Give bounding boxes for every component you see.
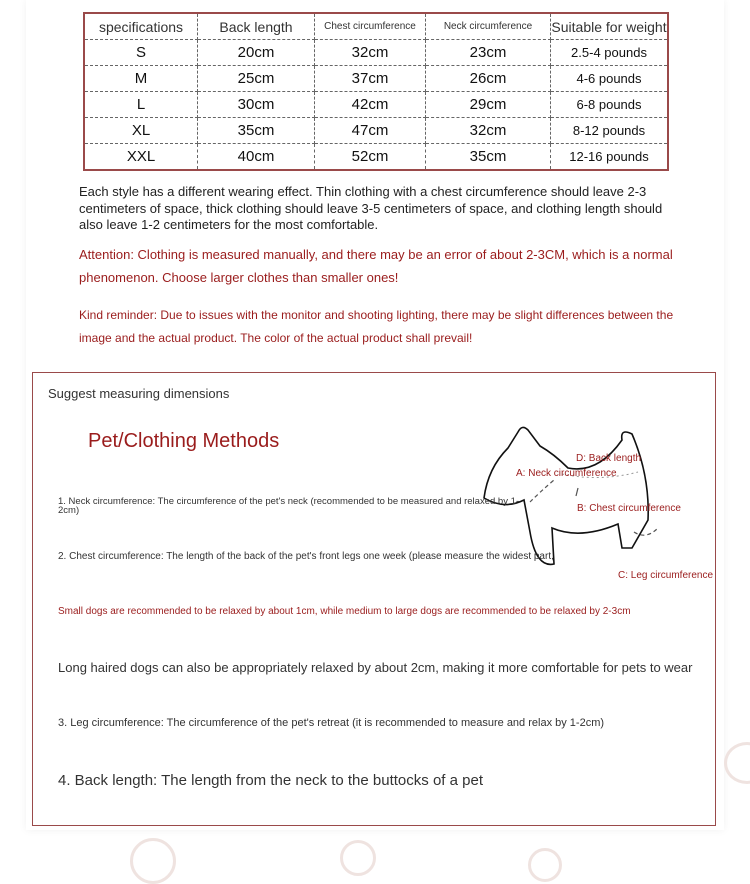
label-neck: A: Neck circumference — [516, 468, 617, 479]
paw-decoration — [724, 742, 750, 784]
cell-back: 20cm — [198, 40, 315, 66]
cell-chest: 37cm — [315, 66, 426, 92]
chest-measure-line — [576, 488, 578, 496]
cell-neck: 23cm — [426, 40, 551, 66]
cell-weight: 2.5-4 pounds — [551, 40, 669, 66]
paw-decoration — [130, 838, 176, 884]
table-row — [84, 66, 668, 92]
header-chest: Chest circumference — [315, 13, 426, 40]
cell-neck: 32cm — [426, 118, 551, 144]
table-row — [84, 92, 668, 118]
cell-back: 25cm — [198, 66, 315, 92]
header-weight: Suitable for weight — [551, 13, 669, 40]
cell-chest: 32cm — [315, 40, 426, 66]
cell-weight: 6-8 pounds — [551, 92, 669, 118]
cell-weight: 4-6 pounds — [551, 66, 669, 92]
cell-size: L — [84, 92, 198, 118]
instruction-leg: 3. Leg circumference: The circumference of the pet's retreat (it is recommended to measure and relax by 1-2cm) — [58, 717, 605, 729]
methods-heading: Pet/Clothing Methods — [88, 430, 280, 452]
cell-neck: 29cm — [426, 92, 551, 118]
cell-neck: 35cm — [426, 144, 551, 171]
instruction-chest: 2. Chest circumference: The length of the back of the pet's front legs one week (please measure the widest part, — [58, 551, 554, 562]
cell-chest: 42cm — [315, 92, 426, 118]
cell-size: XL — [84, 118, 198, 144]
label-back-length: D: Back length — [576, 453, 642, 464]
label-leg: C: Leg circumference — [618, 570, 714, 581]
paw-decoration — [528, 848, 562, 882]
cell-weight: 12-16 pounds — [569, 149, 649, 164]
cell-back: 35cm — [198, 118, 315, 144]
header-back-length: Back length — [198, 13, 315, 40]
cell-back: 30cm — [198, 92, 315, 118]
header-specifications: specifications — [84, 13, 198, 40]
leg-measure-line — [634, 528, 658, 535]
cell-neck: 26cm — [426, 66, 551, 92]
header-neck: Neck circumference — [426, 13, 551, 40]
instruction-neck: 1. Neck circumference: The circumference of the pet's neck (recommended to be measured and relaxed by 1-2cm) — [58, 496, 520, 516]
label-chest: B: Chest circumference — [577, 503, 681, 514]
table-header-row — [84, 13, 668, 40]
table-row — [84, 144, 668, 171]
wearing-note: Each style has a different wearing effect. Thin clothing with a chest circumference should leave 2-3 centimeters of space, thick clothing should leave 3-5 centimeters of space, and clothing length should also leave 1-2 centimeters for the most comfortable. — [79, 184, 663, 232]
instruction-small-dogs: Small dogs are recommended to be relaxed by about 1cm, while medium to large dogs are recommended to be relaxed by 2-3cm — [58, 606, 631, 617]
measuring-title: Suggest measuring dimensions — [48, 386, 230, 401]
cell-weight: 8-12 pounds — [551, 118, 669, 144]
cell-chest: 52cm — [315, 144, 426, 171]
size-table — [83, 12, 669, 171]
cell-size: S — [84, 40, 198, 66]
paw-decoration — [340, 840, 376, 876]
neck-measure-line — [530, 480, 554, 502]
table-row — [84, 118, 668, 144]
attention-note: Attention: Clothing is measured manually, and there may be an error of about 2-3CM, which is a normal phenomenon. Choose larger clothes than smaller ones! — [79, 247, 673, 285]
reminder-note: Kind reminder: Due to issues with the monitor and shooting lighting, there may be slight differences between the image and the actual product. The color of the actual product shall prevail! — [79, 308, 674, 345]
cell-size: XXL — [84, 144, 198, 171]
cell-size: M — [84, 66, 198, 92]
instruction-back-length: 4. Back length: The length from the neck to the buttocks of a pet — [58, 772, 483, 789]
instruction-long-haired: Long haired dogs can also be appropriately relaxed by about 2cm, making it more comfortable for pets to wear — [58, 660, 693, 675]
cell-back: 40cm — [198, 144, 315, 171]
table-row — [84, 40, 668, 66]
cell-chest: 47cm — [315, 118, 426, 144]
